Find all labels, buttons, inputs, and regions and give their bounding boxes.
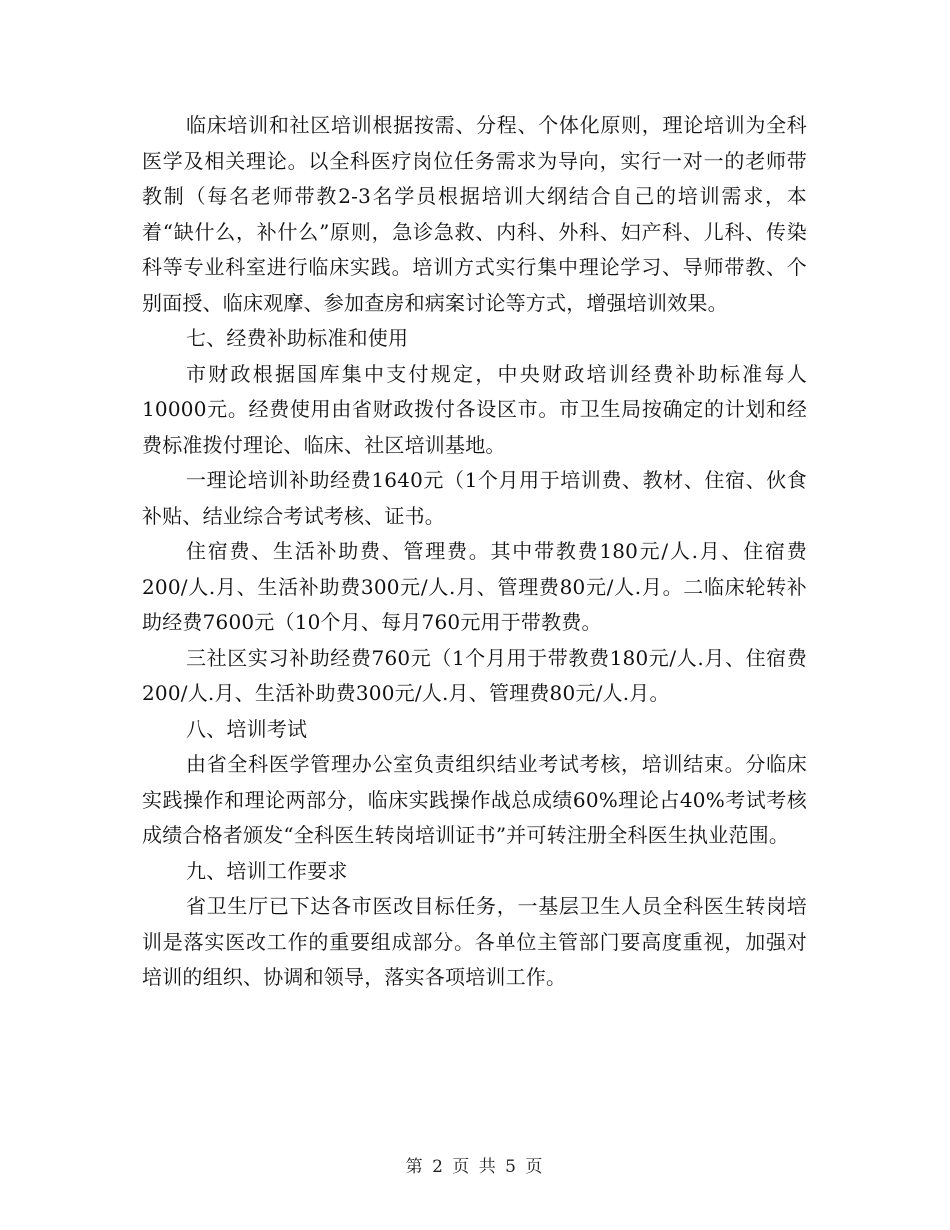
section-heading-funding: 七、经费补助标准和使用 — [186, 326, 409, 350]
paragraph-exam: 由省全科医学管理办公室负责组织结业考试考核，培训结束。分临床实践操作和理论两部分，临床实践操作战总成绩60%理论占40%考试考核成绩合格者颁发“全科医生转岗培训证书”并可转注册全科医生执业范围。 — [142, 752, 807, 847]
paragraph-community-funding: 三社区实习补助经费760元（1个月用于带教费180元/人.月、住宿费200/人.月、生活补助费300元/人.月、管理费80元/人.月。 — [142, 645, 807, 705]
page-number-footer: 第 2 页 共 5 页 — [405, 1157, 545, 1177]
paragraph-clinical-rotation-funding: 住宿费、生活补助费、管理费。其中带教费180元/人.月、住宿费200/人.月、生活补助费300元/人.月、管理费80元/人.月。二临床轮转补助经费7600元（10个月、每月760元用于带教费。 — [142, 539, 807, 634]
paragraph-clinical-training: 临床培训和社区培训根据按需、分程、个体化原则，理论培训为全科医学及相关理论。以全科医疗岗位任务需求为导向，实行一对一的老师带教制（每名老师带教2-3名学员根据培训大纲结合自己的培训需求，本着“缺什么，补什么”原则，急诊急救、内科、外科、妇产科、儿科、传染科等专业科室进行临床实践。培训方式实行集中理论学习、导师带教、个别面授、临床观摩、参加查房和病案讨论等方式，增强培训效果。 — [142, 113, 807, 315]
paragraph-theory-funding: 一理论培训补助经费1640元（1个月用于培训费、教材、住宿、伙食补贴、结业综合考试考核、证书。 — [142, 468, 807, 528]
section-heading-exam: 八、培训考试 — [186, 716, 308, 741]
paragraph-requirements: 省卫生厅已下达各市医改目标任务，一基层卫生人员全科医生转岗培训是落实医改工作的重要组成部分。各单位主管部门要高度重视，加强对培训的组织、协调和领导，落实各项培训工作。 — [142, 894, 807, 989]
section-heading-requirements: 九、培训工作要求 — [186, 858, 348, 883]
paragraph-funding-standard: 市财政根据国库集中支付规定，中央财政培训经费补助标准每人10000元。经费使用由省财政拨付各设区市。市卫生局按确定的计划和经费标准拨付理论、临床、社区培训基地。 — [142, 361, 807, 457]
document-body — [142, 108, 807, 996]
